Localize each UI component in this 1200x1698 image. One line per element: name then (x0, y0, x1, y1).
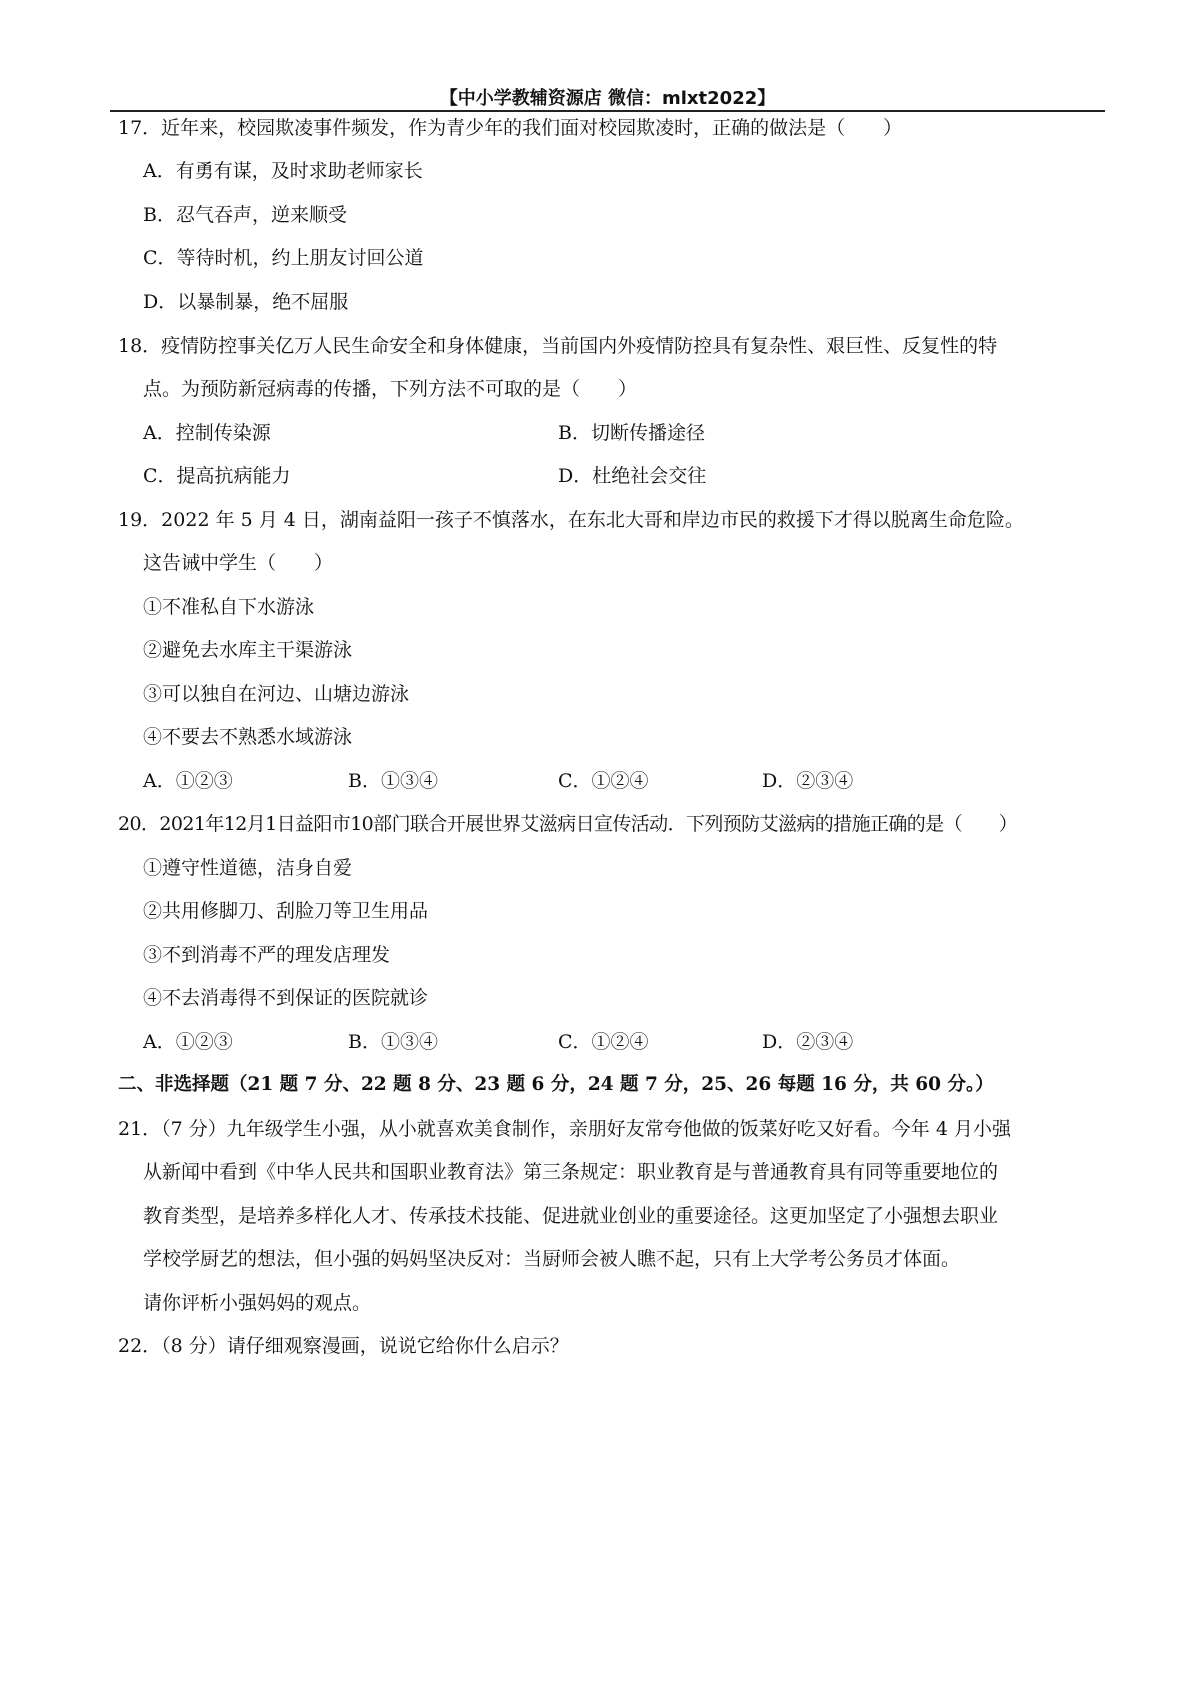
q20-item-3: ③不到消毒不严的理发店理发 (143, 944, 391, 966)
q17-option-d: D．以暴制暴，绝不屈服 (143, 291, 349, 313)
q19-option-d: D．②③④ (762, 770, 854, 792)
q18-option-a: A．控制传染源 (143, 422, 271, 444)
q22-stem: 22．（8 分）请仔细观察漫画，说说它给你什么启示？ (118, 1335, 569, 1357)
q21-line-3: 教育类型，是培养多样化人才、传承技术技能、促进就业创业的重要途径。这更加坚定了小强想去职业 (143, 1205, 999, 1227)
q19-item-4: ④不要去不熟悉水域游泳 (143, 726, 353, 748)
q18-option-c: C．提高抗病能力 (143, 465, 291, 487)
q19-item-3: ③可以独自在河边、山塘边游泳 (143, 683, 410, 705)
q20-option-d: D．②③④ (762, 1031, 854, 1053)
q19-item-1: ①不准私自下水游泳 (143, 596, 315, 618)
q20-item-2: ②共用修脚刀、刮脸刀等卫生用品 (143, 900, 429, 922)
page-header: 【中小学教辅资源店 微信：mlxt2022】 (439, 88, 776, 109)
q21-line-2: 从新闻中看到《中华人民共和国职业教育法》第三条规定：职业教育是与普通教育具有同等重要地位的 (143, 1161, 999, 1183)
q17-option-a: A．有勇有谋，及时求助老师家长 (143, 160, 423, 182)
q19-stem-line1: 19．2022 年 5 月 4 日，湖南益阳一孩子不慎落水，在东北大哥和岸边市民的救援下才得以脱离生命危险。 (118, 509, 1024, 531)
q20-stem: 20．2021年12月1日益阳市10部门联合开展世界艾滋病日宣传活动．下列预防艾滋病的措施正确的是（ ） (118, 813, 1018, 835)
q17-option-c: C．等待时机，约上朋友讨回公道 (143, 247, 424, 269)
q21-line-5: 请你评析小强妈妈的观点。 (143, 1292, 372, 1314)
section-2-title: 二、非选择题（21 题 7 分、22 题 8 分、23 题 6 分，24 题 7 分，25、26 每题 16 分，共 60 分。） (118, 1074, 994, 1095)
q20-option-b: B．①③④ (348, 1031, 438, 1053)
q21-line-4: 学校学厨艺的想法，但小强的妈妈坚决反对：当厨师会被人瞧不起，只有上大学考公务员才体面。 (143, 1248, 961, 1270)
q19-stem-line2: 这告诫中学生（ ） (143, 552, 334, 574)
header-rule (110, 110, 1105, 112)
q19-option-c: C．①②④ (558, 770, 649, 792)
q18-stem-line2: 点。为预防新冠病毒的传播，下列方法不可取的是（ ） (143, 378, 638, 400)
q20-option-c: C．①②④ (558, 1031, 649, 1053)
q17-option-b: B．忍气吞声，逆来顺受 (143, 204, 347, 226)
q18-option-b: B．切断传播途径 (558, 422, 705, 444)
q20-option-a: A．①②③ (143, 1031, 233, 1053)
q18-option-d: D．杜绝社会交往 (558, 465, 707, 487)
q21-line-1: 21．（7 分）九年级学生小强，从小就喜欢美食制作，亲朋好友常夸他做的饭菜好吃又好看。今年 4 月小强 (118, 1118, 1011, 1140)
q19-option-b: B．①③④ (348, 770, 438, 792)
q17-stem: 17．近年来，校园欺凌事件频发，作为青少年的我们面对校园欺凌时，正确的做法是（ ） (118, 117, 903, 139)
q18-stem-line1: 18．疫情防控事关亿万人民生命安全和身体健康，当前国内外疫情防控具有复杂性、艰巨性、反复性的特 (118, 335, 998, 357)
q19-item-2: ②避免去水库主干渠游泳 (143, 639, 353, 661)
q19-option-a: A．①②③ (143, 770, 233, 792)
q20-item-1: ①遵守性道德，洁身自爱 (143, 857, 353, 879)
q20-item-4: ④不去消毒得不到保证的医院就诊 (143, 987, 429, 1009)
